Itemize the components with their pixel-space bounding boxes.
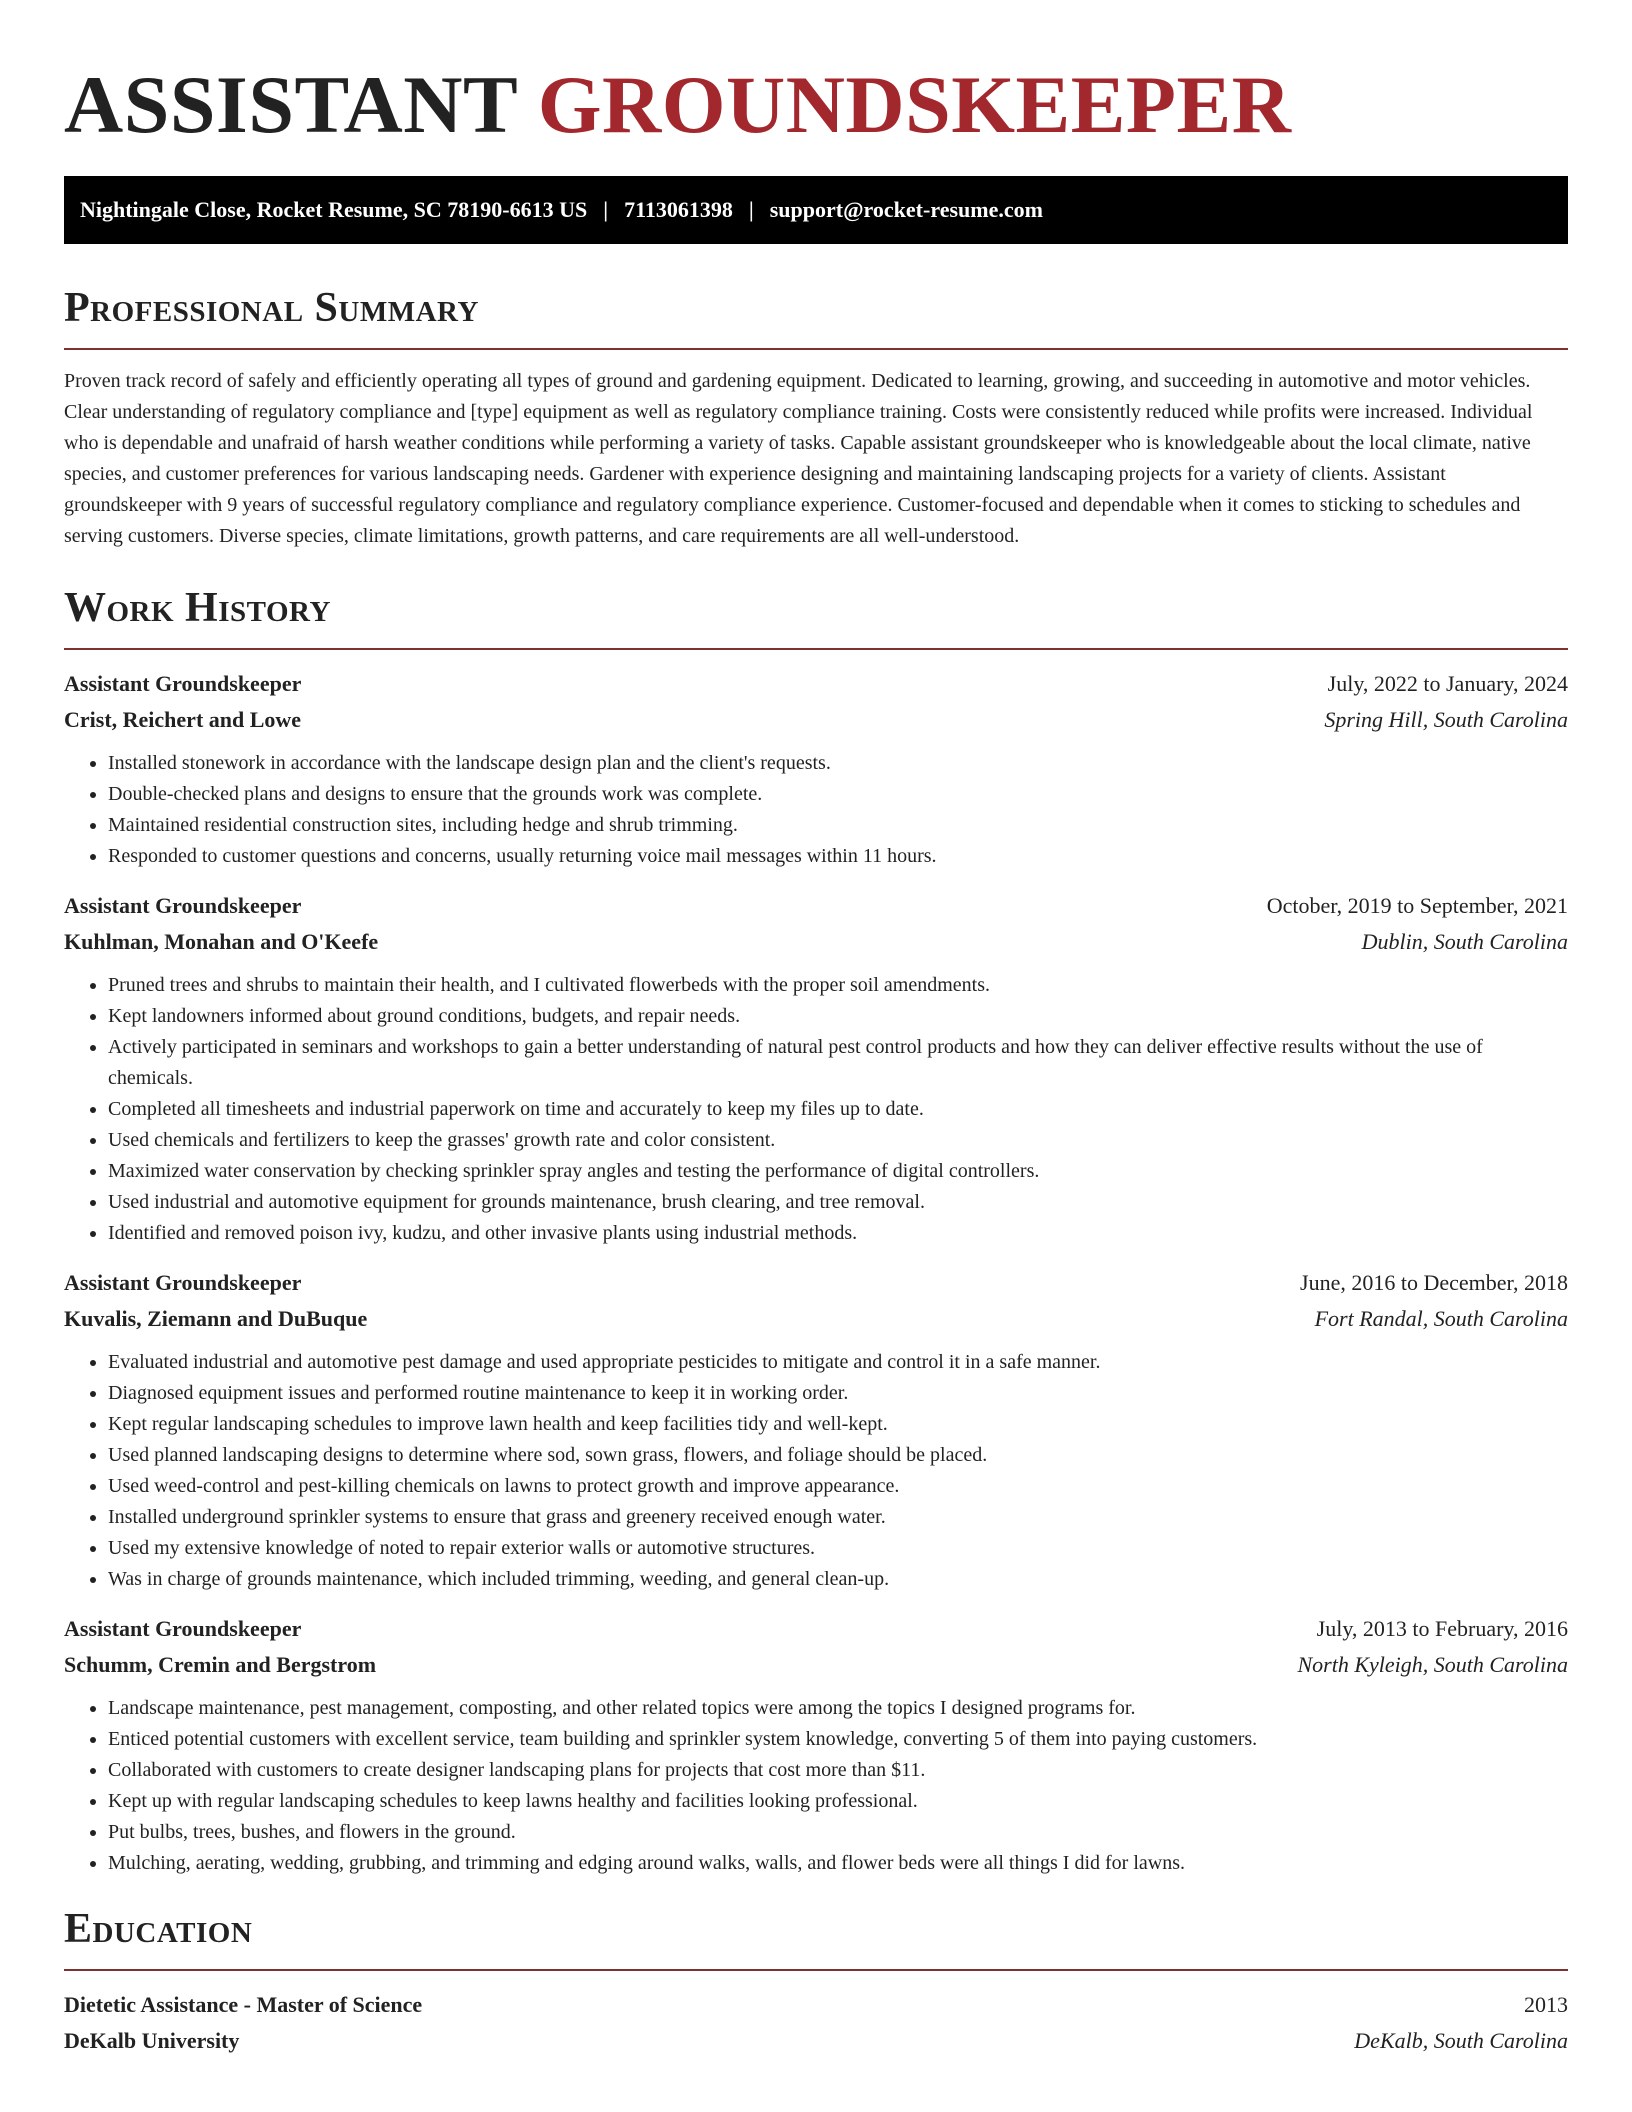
contact-email[interactable]: support@rocket-resume.com <box>769 197 1043 222</box>
job-bullets <box>64 1693 1568 1879</box>
job-bullet: • Collaborated with customers to create designer landscaping plans for projects that cost more than $11. <box>108 1755 1568 1786</box>
education-section <box>64 1903 1568 2059</box>
job-bullet: • Maximized water conservation by checking sprinkler spray angles and testing the performance of digital controllers. <box>108 1156 1568 1187</box>
job-entry <box>64 1611 1568 1879</box>
contact-separator: | <box>603 197 609 222</box>
job-header-row <box>64 1611 1568 1647</box>
section-divider <box>64 648 1568 650</box>
job-company: Kuhlman, Monahan and O'Keefe <box>64 929 379 954</box>
education-year: 2013 <box>1524 1992 1568 2017</box>
job-bullets <box>64 970 1568 1249</box>
job-company: Schumm, Cremin and Bergstrom <box>64 1652 377 1677</box>
job-company-row <box>64 1647 1568 1683</box>
job-company-row <box>64 924 1568 960</box>
job-bullet: • Installed stonework in accordance with the landscape design plan and the client's requests. <box>108 748 1568 779</box>
job-entry <box>64 666 1568 872</box>
job-bullet: • Double-checked plans and designs to ensure that the grounds work was complete. <box>108 779 1568 810</box>
job-title: Assistant Groundskeeper <box>64 1270 302 1295</box>
education-entry <box>64 1987 1568 2059</box>
job-bullet: • Used industrial and automotive equipment for grounds maintenance, brush clearing, and tree removal. <box>108 1187 1568 1218</box>
job-company-row <box>64 1301 1568 1337</box>
job-bullets <box>64 1347 1568 1595</box>
job-bullet: • Used chemicals and fertilizers to keep the grasses' growth rate and color consistent. <box>108 1125 1568 1156</box>
job-dates: July, 2022 to January, 2024 <box>1327 671 1568 696</box>
contact-separator: | <box>748 197 754 222</box>
contact-bar <box>64 176 1568 244</box>
job-bullet: • Actively participated in seminars and workshops to gain a better understanding of natural pest control products and how they can deliver effective results without the use of chemicals. <box>108 1032 1568 1094</box>
summary-heading: Professional Summary <box>64 285 479 331</box>
job-bullet: • Kept regular landscaping schedules to improve lawn health and keep facilities tidy and well-kept. <box>108 1409 1568 1440</box>
job-dates: October, 2019 to September, 2021 <box>1266 893 1568 918</box>
title-first-word: ASSISTANT <box>64 59 517 150</box>
job-bullet: • Installed underground sprinkler systems to ensure that grass and greenery received enough water. <box>108 1502 1568 1533</box>
job-bullet: • Kept landowners informed about ground conditions, budgets, and repair needs. <box>108 1001 1568 1032</box>
job-location: Spring Hill, South Carolina <box>1324 707 1568 732</box>
resume-content <box>64 52 1568 2059</box>
job-bullet: • Kept up with regular landscaping schedules to keep lawns healthy and facilities looking professional. <box>108 1786 1568 1817</box>
job-title: Assistant Groundskeeper <box>64 893 302 918</box>
job-location: Fort Randal, South Carolina <box>1314 1306 1568 1331</box>
job-bullet: • Enticed potential customers with excellent service, team building and sprinkler system knowledge, converting 5 of them into paying customers. <box>108 1724 1568 1755</box>
resume-title <box>64 52 1568 158</box>
job-bullet: • Identified and removed poison ivy, kudzu, and other invasive plants using industrial methods. <box>108 1218 1568 1249</box>
job-company: Crist, Reichert and Lowe <box>64 707 302 732</box>
education-school-row <box>64 2023 1568 2059</box>
job-company: Kuvalis, Ziemann and DuBuque <box>64 1306 368 1331</box>
job-bullet: • Used planned landscaping designs to determine where sod, sown grass, flowers, and foliage should be placed. <box>108 1440 1568 1471</box>
job-bullet: • Pruned trees and shrubs to maintain their health, and I cultivated flowerbeds with the proper soil amendments. <box>108 970 1568 1001</box>
work-history-heading: Work History <box>64 585 331 631</box>
job-entry <box>64 1265 1568 1595</box>
job-dates: June, 2016 to December, 2018 <box>1300 1270 1568 1295</box>
summary-section <box>64 282 1568 552</box>
section-divider <box>64 1969 1568 1971</box>
contact-phone[interactable]: 7113061398 <box>624 197 733 222</box>
job-bullet: • Diagnosed equipment issues and performed routine maintenance to keep it in working order. <box>108 1378 1568 1409</box>
summary-text: Proven track record of safely and efficiently operating all types of ground and gardening equipment. Dedicated to learning, growing, and succeeding in automotive and motor vehicles. Clear understanding of regulatory compliance and [type] equipment as well as regulatory compliance training. Costs were consistently reduced while profits were increased. Individual who is dependable and unafraid of harsh weather conditions while performing a variety of tasks. Capable assistant groundskeeper who is knowledgeable about the local climate, native species, and customer preferences for various landscaping needs. Gardener with experience designing and maintaining landscaping projects for a variety of clients. Assistant groundskeeper with 9 years of successful regulatory compliance and regulatory compliance experience. Customer-focused and dependable when it comes to sticking to schedules and serving customers. Diverse species, climate limitations, growth patterns, and care requirements are all well-understood. <box>64 370 1533 547</box>
job-bullet: • Completed all timesheets and industrial paperwork on time and accurately to keep my files up to date. <box>108 1094 1568 1125</box>
education-heading: Education <box>64 1906 253 1952</box>
job-company-row <box>64 702 1568 738</box>
job-list <box>64 666 1568 1879</box>
job-header-row <box>64 1265 1568 1301</box>
job-header-row <box>64 888 1568 924</box>
education-list <box>64 1987 1568 2059</box>
job-title: Assistant Groundskeeper <box>64 1616 302 1641</box>
job-location: North Kyleigh, South Carolina <box>1297 1652 1568 1677</box>
job-dates: July, 2013 to February, 2016 <box>1316 1616 1568 1641</box>
job-title: Assistant Groundskeeper <box>64 671 302 696</box>
education-degree: Dietetic Assistance - Master of Science <box>64 1992 423 2017</box>
education-school: DeKalb University <box>64 2028 240 2053</box>
job-bullet: • Used my extensive knowledge of noted to repair exterior walls or automotive structures. <box>108 1533 1568 1564</box>
job-header-row <box>64 666 1568 702</box>
job-bullets <box>64 748 1568 872</box>
job-bullet: • Maintained residential construction sites, including hedge and shrub trimming. <box>108 810 1568 841</box>
job-bullet: • Mulching, aerating, wedding, grubbing, and trimming and edging around walks, walls, and flower beds were all things I did for lawns. <box>108 1848 1568 1879</box>
job-bullet: • Landscape maintenance, pest management, composting, and other related topics were among the topics I designed programs for. <box>108 1693 1568 1724</box>
job-entry <box>64 888 1568 1249</box>
job-bullet: • Responded to customer questions and concerns, usually returning voice mail messages within 11 hours. <box>108 841 1568 872</box>
education-header-row <box>64 1987 1568 2023</box>
education-location: DeKalb, South Carolina <box>1354 2028 1568 2053</box>
job-bullet: • Used weed-control and pest-killing chemicals on lawns to protect growth and improve appearance. <box>108 1471 1568 1502</box>
section-divider <box>64 348 1568 350</box>
contact-address: Nightingale Close, Rocket Resume, SC 78190-6613 US <box>80 197 588 222</box>
job-bullet: • Put bulbs, trees, bushes, and flowers in the ground. <box>108 1817 1568 1848</box>
job-bullet: • Evaluated industrial and automotive pest damage and used appropriate pesticides to mitigate and control it in a safe manner. <box>108 1347 1568 1378</box>
work-history-section <box>64 582 1568 1879</box>
job-location: Dublin, South Carolina <box>1361 929 1568 954</box>
job-bullet: • Was in charge of grounds maintenance, which included trimming, weeding, and general clean-up. <box>108 1564 1568 1595</box>
title-second-word: GROUNDSKEEPER <box>537 59 1292 150</box>
